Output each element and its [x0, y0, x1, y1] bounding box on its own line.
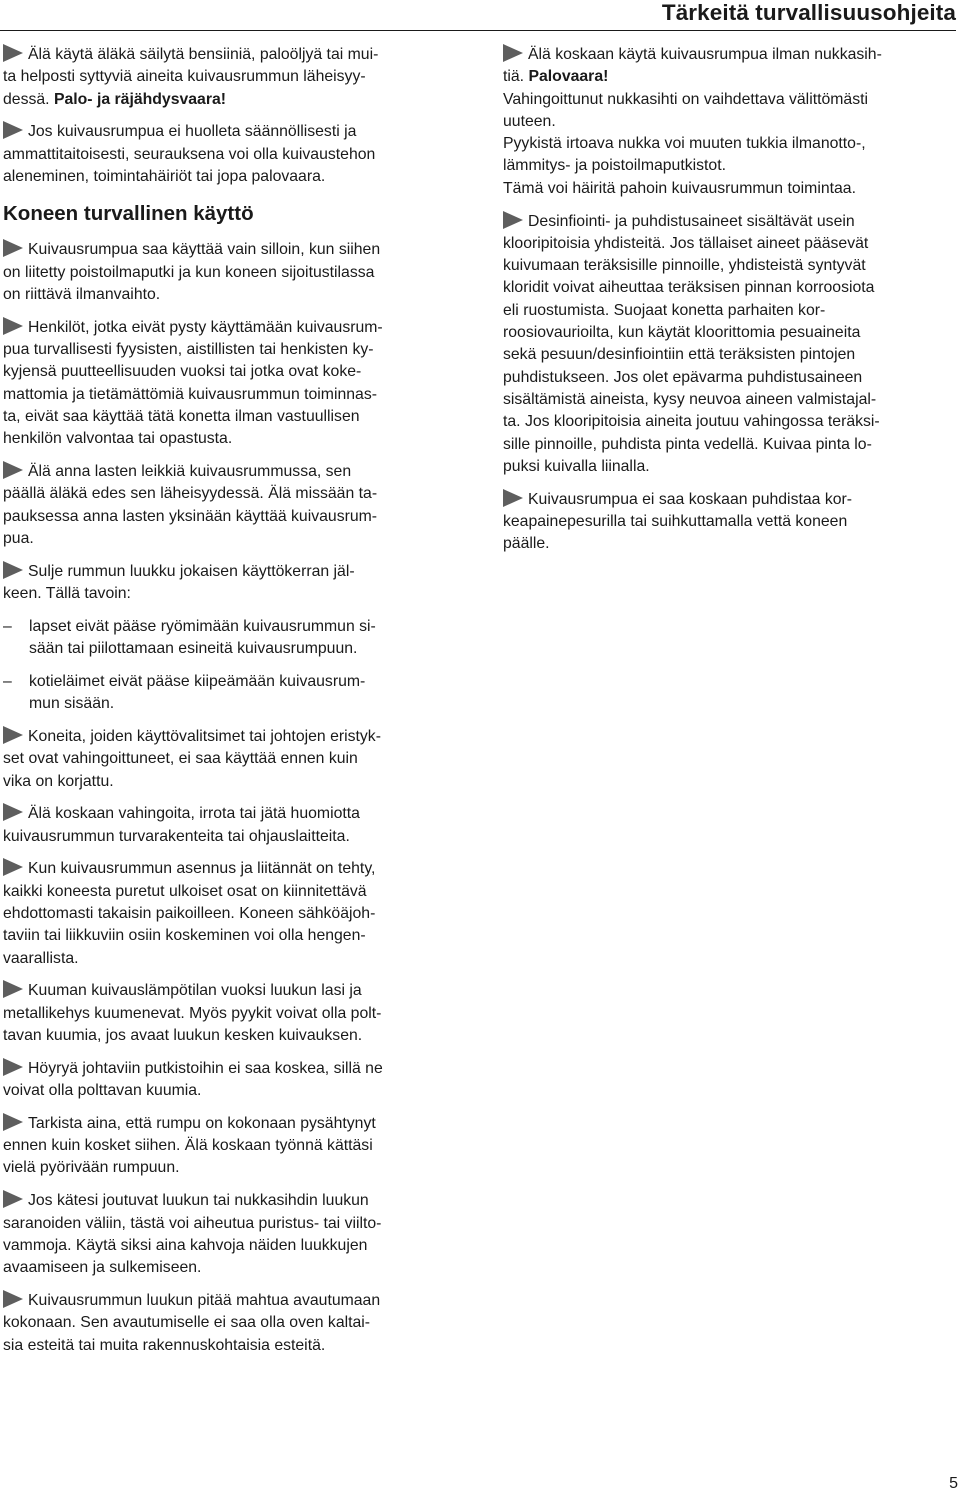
text-line: set ovat vahingoittuneet, ei saa käyttää ennen kuin: [3, 750, 358, 768]
text-line: Desinfiointi- ja puhdistusaineet sisältävät usein: [503, 211, 953, 233]
right-triangle-arrow-icon: [3, 980, 23, 998]
text-line: voivat olla polttavan kuumia.: [3, 1082, 202, 1100]
right-column: [503, 44, 953, 566]
text-line: on liitetty poistoilmaputki ja kun koneen sijoitustilassa: [3, 263, 375, 281]
text-line: saranoiden väliin, tästä voi aiheutua puristus- tai viilto-: [3, 1214, 382, 1232]
right-triangle-arrow-icon: [3, 1190, 23, 1208]
dash-icon: –: [3, 617, 12, 635]
text-line: kokonaan. Sen avautumiselle ei saa olla oven kaltai-: [3, 1314, 371, 1332]
text-line: ehdottomasti takaisin paikoilleen. Koneen sähköäjoh-: [3, 905, 376, 922]
pressure-washer-paragraph: [503, 489, 953, 556]
right-triangle-arrow-icon: [3, 44, 23, 62]
right-triangle-arrow-icon: [3, 858, 23, 876]
right-triangle-arrow-icon: [503, 489, 523, 507]
dash-icon: –: [3, 672, 12, 690]
text-line: Henkilöt, jotka eivät pysty käyttämään kuivausrum-: [3, 317, 453, 339]
installation-paragraph: [3, 858, 453, 969]
text-line: Kuivausrumpua ei saa koskaan puhdistaa kor-: [503, 489, 953, 511]
right-triangle-arrow-icon: [3, 1290, 23, 1308]
text-line: ta. Jos klooripitoisia aineita joutuu vahingossa teräksi-: [503, 413, 880, 431]
text-line: päällä äläkä edes sen läheisyydessä. Älä missään ta-: [3, 485, 378, 503]
warning-flammable-paragraph: [3, 44, 453, 111]
text-line: kloridit voivat aiheuttaa teräksisen pinnan korroosiota: [503, 279, 875, 297]
text-line: dessä. Palo- ja räjähdysvaara!: [3, 90, 227, 108]
text-line: vika on korjattu.: [3, 772, 114, 790]
safety-devices-paragraph: [3, 803, 453, 848]
text-line: lämmitys- ja poistoilmaputkistot.: [503, 157, 726, 175]
text-line: pua turvallisesti fyysisten, aistillisten tai henkisten ky-: [3, 340, 374, 358]
fire-explosion-warning: Palo- ja räjähdysvaara!: [53, 90, 227, 108]
fire-warning: Palovaara!: [528, 68, 609, 86]
damaged-controls-paragraph: [3, 726, 453, 793]
text-line: Kuuman kuivauslämpötilan vuoksi luukun lasi ja: [3, 980, 453, 1002]
right-triangle-arrow-icon: [503, 211, 523, 229]
right-triangle-arrow-icon: [3, 561, 23, 579]
maintenance-paragraph: [3, 121, 453, 188]
left-column: [3, 44, 453, 1367]
text-line: Jos kätesi joutuvat luukun tai nukkasihdin luukun: [3, 1190, 453, 1212]
text-line: Kuivausrummun luukun pitää mahtua avautumaan: [3, 1290, 453, 1312]
text-line: mattomia ja tietämättömiä kuivausrummun toiminnas-: [3, 385, 377, 403]
right-triangle-arrow-icon: [3, 239, 23, 257]
text-line: taviin tai liikkuviin osiin koskeminen voi olla hengen-: [3, 927, 366, 945]
text-line: kotieläimet eivät pääse kiipeämään kuivausrum-: [29, 672, 366, 690]
section-heading: Koneen turvallinen käyttö: [3, 202, 254, 226]
text-line: on riittävä ilmanvaihto.: [3, 285, 161, 303]
text-line: Höyryä johtaviin putkistoihin ei saa koskea, sillä ne: [3, 1058, 453, 1080]
right-triangle-arrow-icon: [3, 803, 23, 821]
text-line: kaikki koneesta puretut ulkoiset osat on kiinnitettävä: [3, 882, 367, 900]
text-line: ennen kuin kosket siihen. Älä koskaan työnnä kättäsi: [3, 1137, 373, 1155]
text-line: Kuivausrumpua saa käyttää vain silloin, kun siihen: [3, 239, 453, 261]
text-line: Tämä voi häiritä pahoin kuivausrummun toimintaa.: [503, 179, 856, 197]
text-line: aleneminen, toimintahäiriöt tai jopa palovaara.: [3, 167, 326, 185]
text-line: Jos kuivausrumpua ei huolleta säännöllisesti ja: [3, 121, 453, 143]
text-line: sille pinnoille, puhdista pinta vedellä. Kuivaa pinta lo-: [503, 435, 872, 453]
chlorine-paragraph: [503, 211, 953, 479]
text-line: puksi kuivalla liinalla.: [503, 457, 650, 475]
text-line: Sulje rummun luukku jokaisen käyttökerran jäl-: [3, 561, 453, 583]
right-triangle-arrow-icon: [3, 1113, 23, 1131]
text-line: Älä koskaan vahingoita, irrota tai jätä huomiotta: [3, 803, 453, 825]
text-line: kuivausrummun turvarakenteita tai ohjauslaitteita.: [3, 827, 350, 845]
section-title: Tärkeitä turvallisuusohjeita: [661, 0, 956, 25]
text-line: pua.: [3, 529, 34, 547]
text-line: lapset eivät pääse ryömimään kuivausrummun si-: [29, 617, 376, 635]
text-line: keapainepesurilla tai suihkuttamalla vettä koneen: [503, 512, 848, 530]
text-line: henkilön valvontaa tai opastusta.: [3, 430, 233, 448]
ventilation-paragraph: [3, 239, 453, 306]
text-line: vammoja. Käytä siksi aina kahvoja näiden luukkujen: [3, 1236, 368, 1254]
close-door-paragraph: [3, 561, 453, 606]
page-number: 5: [949, 1475, 958, 1492]
text-line: uuteen.: [503, 112, 556, 130]
text-line: pauksessa anna lasten yksinään käyttää kuivausrum-: [3, 507, 378, 525]
text-line: tavan kuumia, jos avaat luukun kesken kuivauksen.: [3, 1026, 363, 1044]
text-line: Kun kuivausrummun asennus ja liitännät on tehty,: [3, 858, 453, 880]
text-line: sekä pesuun/desinfiointiin että teräksisten pintojen: [503, 346, 856, 364]
text-line: roosiovaurioilta, kun käytät kloorittomia pesuaineita: [503, 324, 861, 342]
text-line: sia esteitä tai muita rakennuskohtaisia esteitä.: [3, 1336, 326, 1354]
door-opening-paragraph: [3, 1290, 453, 1357]
hinges-paragraph: [3, 1190, 453, 1279]
dash-list-item: [3, 616, 453, 661]
text-line: Vahingoittunut nukkasihti on vaihdettava välittömästi: [503, 90, 869, 108]
dash-list-item: [3, 671, 453, 716]
right-triangle-arrow-icon: [503, 44, 523, 62]
text-line: sään tai piilottamaan esineitä kuivausrumpuun.: [29, 640, 358, 658]
text-line: ta, eivät saa käyttää tätä konetta ilman vastuullisen: [3, 407, 360, 425]
text-line: puhdistukseen. Jos olet epävarma puhdistusaineen: [503, 368, 863, 386]
text-line: klooripitoisia yhdisteitä. Jos tällaiset aineet pääsevät: [503, 234, 869, 252]
text-line: ta helposti syttyviä aineita kuivausrummun läheisyy-: [3, 68, 366, 86]
right-triangle-arrow-icon: [3, 461, 23, 479]
text-line: vaarallista.: [3, 949, 79, 967]
right-triangle-arrow-icon: [3, 1058, 23, 1076]
text-line: Tarkista aina, että rumpu on kokonaan pysähtynyt: [3, 1113, 453, 1135]
text-line: sisältämistä aineista, kysy neuvoa aineen valmistajal-: [503, 390, 877, 408]
right-triangle-arrow-icon: [3, 317, 23, 335]
text-line: mun sisään.: [29, 695, 115, 713]
text-line: vielä pyörivään rumpuun.: [3, 1159, 180, 1177]
text-line: Koneita, joiden käyttövalitsimet tai johtojen eristyk-: [3, 726, 453, 748]
text-line: Älä koskaan käytä kuivausrumpua ilman nukkasih-: [503, 44, 953, 66]
persons-paragraph: [3, 317, 453, 451]
text-line: eli ruostumista. Suojaat konetta parhaiten kor-: [503, 301, 826, 319]
text-line: metallikehys kuumenevat. Myös pyykit voivat olla polt-: [3, 1004, 382, 1022]
text-line: Pyykistä irtoava nukka voi muuten tukkia ilmanotto-,: [503, 135, 866, 153]
text-line: kyjensä puutteellisuuden vuoksi tai jotka ovat koke-: [3, 363, 362, 381]
text-line: tiä. Palovaara!: [503, 68, 609, 86]
children-paragraph: [3, 461, 453, 550]
text-line: avaamiseen ja sulkemiseen.: [3, 1259, 202, 1277]
drum-stopped-paragraph: [3, 1113, 453, 1180]
right-triangle-arrow-icon: [3, 726, 23, 744]
text-line: ammattitaitoisesti, seurauksena voi olla kuivaustehon: [3, 145, 376, 163]
page-header: [0, 0, 956, 31]
right-triangle-arrow-icon: [3, 121, 23, 139]
text-line: päälle.: [503, 535, 550, 553]
text-line: Älä käytä äläkä säilytä bensiiniä, paloöljyä tai mui-: [3, 44, 453, 66]
steam-pipes-paragraph: [3, 1058, 453, 1103]
hot-glass-paragraph: [3, 980, 453, 1047]
text-line: keen. Tällä tavoin:: [3, 584, 131, 602]
lint-filter-paragraph: [503, 44, 953, 200]
text-line: kuivumaan teräksisille pinnoille, yhdisteistä syntyvät: [503, 257, 866, 275]
text-line: Älä anna lasten leikkiä kuivausrummussa, sen: [3, 461, 453, 483]
